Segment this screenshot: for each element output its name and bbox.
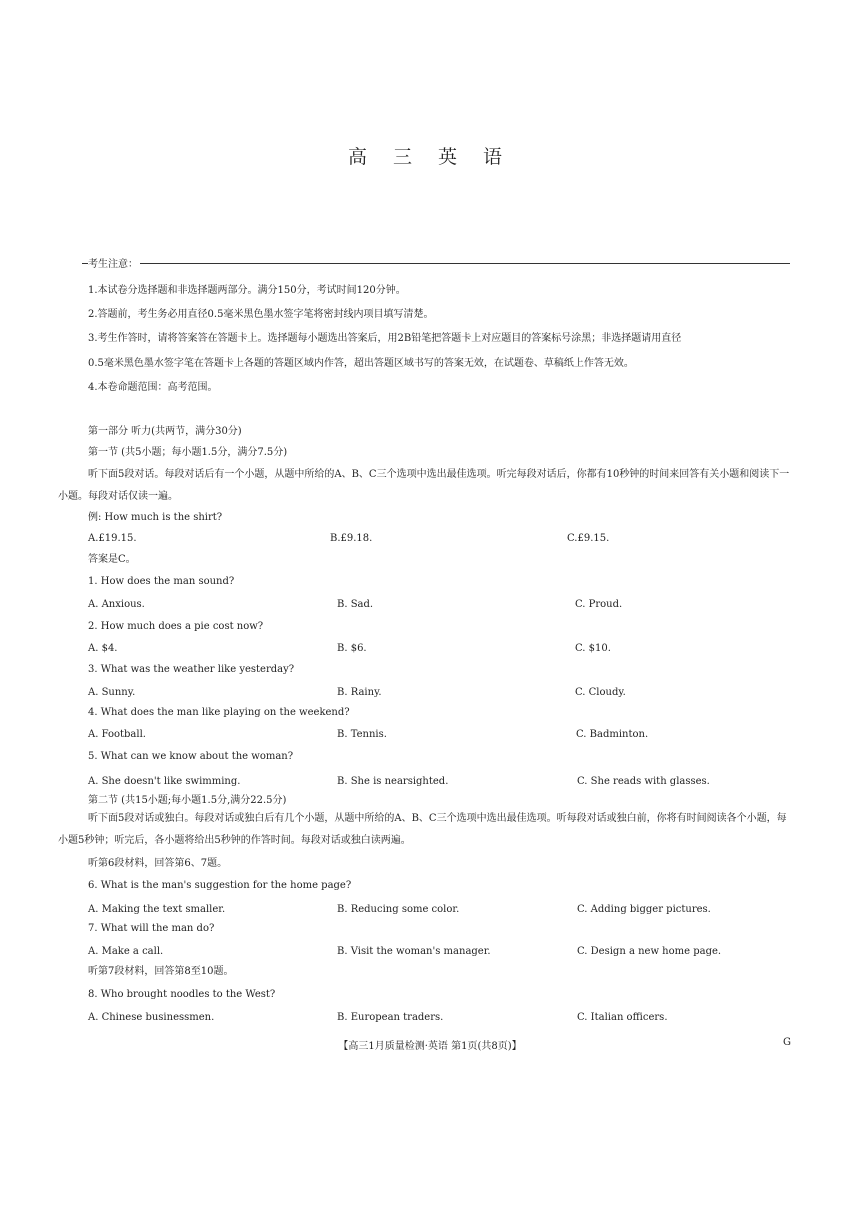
section1-heading: 第一节 (共5小题；每小题1.5分，满分7.5分) [88, 447, 288, 458]
example-option-a: A.£19.15. [88, 533, 137, 544]
part1-heading: 第一部分 听力(共两节，满分30分) [88, 426, 242, 437]
q5-option-a: A. She doesn't like swimming. [88, 776, 241, 787]
notice-item: 1.本试卷分选择题和非选择题两部分。满分150分，考试时间120分钟。 [88, 285, 406, 296]
q1-option-c: C. Proud. [575, 599, 623, 610]
q5-option-c: C. She reads with glasses. [577, 776, 710, 787]
question-4: 4. What does the man like playing on the weekend? [88, 707, 350, 718]
paper-code: G [783, 1037, 791, 1048]
q7-option-b: B. Visit the woman's manager. [337, 946, 491, 957]
q6-option-b: B. Reducing some color. [337, 904, 460, 915]
question-2: 2. How much does a pie cost now? [88, 621, 264, 632]
q5-option-b: B. She is nearsighted. [337, 776, 449, 787]
section1-instructions: 听下面5段对话。每段对话后有一个小题，从题中所给的A、B、C三个选项中选出最佳选项。听完每段对话后，你都有10秒钟的时间来回答有关小题和阅读下一小题。每段对话仅读一遍。 [58, 469, 790, 502]
page-footer: 【高三1月质量检测·英语 第1页(共8页)】 [338, 1041, 522, 1052]
question-3: 3. What was the weather like yesterday? [88, 664, 295, 675]
q4-option-a: A. Football. [88, 729, 146, 740]
q7-option-a: A. Make a call. [88, 946, 164, 957]
q2-option-b: B. $6. [337, 643, 367, 654]
example-option-c: C.£9.15. [567, 533, 610, 544]
q3-option-b: B. Rainy. [337, 687, 382, 698]
notice-item: 0.5毫米黑色墨水签字笔在答题卡上各题的答题区域内作答，超出答题区域书写的答案无效，在试题卷、草稿纸上作答无效。 [88, 358, 634, 369]
page-title: 高 三 英 语 [347, 146, 513, 168]
q7-option-c: C. Design a new home page. [577, 946, 722, 957]
q3-option-a: A. Sunny. [88, 687, 136, 698]
q3-option-c: C. Cloudy. [575, 687, 626, 698]
question-1: 1. How does the man sound? [88, 576, 235, 587]
q4-option-b: B. Tennis. [337, 729, 387, 740]
group-6-label: 听第6段材料，回答第6、7题。 [88, 858, 228, 869]
section2-heading: 第二节 (共15小题;每小题1.5分,满分22.5分) [88, 795, 287, 806]
q8-option-b: B. European traders. [337, 1012, 444, 1023]
notice-item: 2.答题前，考生务必用直径0.5毫米黑色墨水签字笔将密封线内项目填写清楚。 [88, 309, 434, 320]
example-option-b: B.£9.18. [330, 533, 373, 544]
header-divider [82, 263, 790, 264]
question-8: 8. Who brought noodles to the West? [88, 989, 276, 1000]
question-5: 5. What can we know about the woman? [88, 751, 294, 762]
notice-heading: 考生注意： [88, 259, 138, 270]
q8-option-c: C. Italian officers. [577, 1012, 668, 1023]
example-question: 例: How much is the shirt? [88, 512, 223, 523]
example-answer: 答案是C。 [88, 554, 136, 565]
q8-option-a: A. Chinese businessmen. [88, 1012, 215, 1023]
q6-option-a: A. Making the text smaller. [88, 904, 226, 915]
question-6: 6. What is the man's suggestion for the home page? [88, 880, 352, 891]
q6-option-c: C. Adding bigger pictures. [577, 904, 711, 915]
notice-item: 3.考生作答时，请将答案答在答题卡上。选择题每小题选出答案后，用2B铅笔把答题卡上对应题目的答案标号涂黑；非选择题请用直径 [88, 333, 682, 344]
q2-option-a: A. $4. [88, 643, 118, 654]
question-7: 7. What will the man do? [88, 923, 215, 934]
notice-item: 4.本卷命题范围：高考范围。 [88, 382, 218, 393]
q1-option-b: B. Sad. [337, 599, 374, 610]
q1-option-a: A. Anxious. [88, 599, 145, 610]
q2-option-c: C. $10. [575, 643, 611, 654]
section2-instructions: 听下面5段对话或独白。每段对话或独白后有几个小题，从题中所给的A、B、C三个选项中选出最佳选项。听每段对话或独白前，你将有时间阅读各个小题，每小题5秒钟；听完后，各小题将给出5秒钟的作答时间。每段对话或独白读两遍。 [58, 813, 787, 846]
q4-option-c: C. Badminton. [576, 729, 649, 740]
group-7-label: 听第7段材料，回答第8至10题。 [88, 966, 234, 977]
